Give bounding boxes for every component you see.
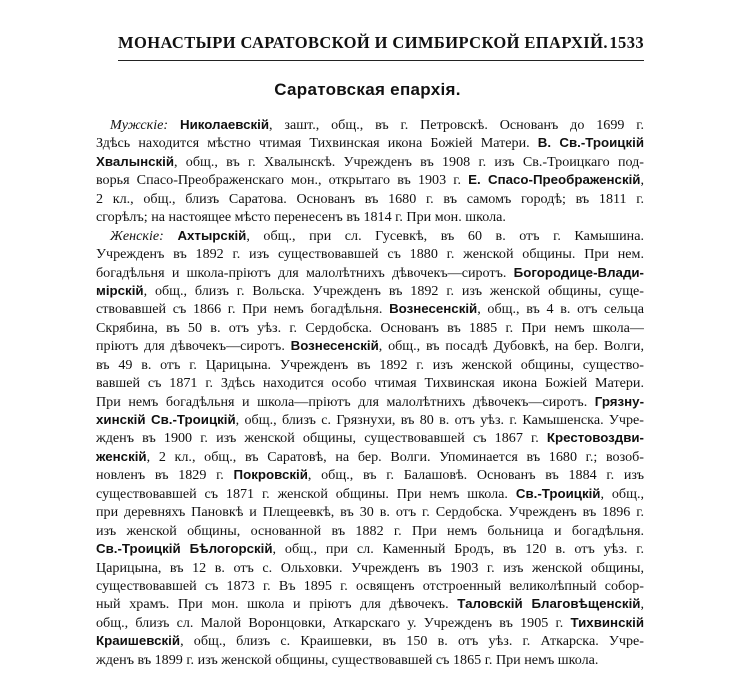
text-run: пріютъ для дѣвочекъ—сиротъ. <box>96 338 291 355</box>
text-line <box>96 614 644 632</box>
text-line <box>96 651 644 669</box>
text-line <box>96 540 644 558</box>
text-line <box>96 374 644 392</box>
monastery-name: Грязну- <box>594 393 644 409</box>
text-run: существовавшей съ 1871 г. женской общины. При немъ школа. <box>96 485 516 502</box>
text-run: Здѣсь находится мѣстно чтимая Тихвинская икона Божіей Матери. <box>96 135 538 152</box>
category-label: Мужскіе: <box>110 117 169 133</box>
monastery-name: Богородице-Влади- <box>513 264 644 280</box>
monastery-name: В. Св.-Троицкій <box>537 135 644 151</box>
text-run: , общ., въ посадѣ Дубовкѣ, на бер. Волги, <box>378 338 644 355</box>
running-head <box>118 33 644 57</box>
text-run: Скрябина, въ 50 в. отъ уѣз. г. Сердобска. Основанъ въ 1885 г. При немъ школа— <box>96 319 644 336</box>
text-run: ствовавшей съ 1866 г. При немъ богадѣльня. <box>96 301 390 318</box>
monastery-name: мірскій <box>96 282 144 298</box>
text-run: При немъ богадѣльня и школа—пріютъ для малолѣтнихъ дѣвочекъ—сиротъ. <box>96 393 595 410</box>
text-run: , общ., въ 4 в. отъ сельца <box>477 301 644 318</box>
text-line <box>96 208 644 226</box>
text-line <box>96 429 644 447</box>
text-run: въ 49 в. отъ г. Царицына. Учрежденъ въ 1892 г. изъ женской общины, существо- <box>96 356 644 373</box>
text-line <box>96 116 644 134</box>
text-run: жденъ въ 1899 г. изъ женской общины, существовавшей съ 1865 г. При немъ школа. <box>96 651 599 668</box>
text-line <box>96 485 644 503</box>
monastery-name: Крестовоздви- <box>546 430 644 446</box>
text-run: общ., близъ сл. Малой Воронцовки, Аткарскаго у. Учрежденъ въ 1905 г. <box>96 614 571 631</box>
text-run: , общ., въ г. Балашовѣ. Основанъ въ 1884 г. изъ <box>307 467 644 484</box>
text-run: , общ., близъ с. Краишевки, въ 150 в. отъ уѣз. г. Аткарска. Учре- <box>180 633 644 650</box>
monastery-name: хинскій Св.-Троицкій <box>96 412 236 427</box>
text-line <box>96 337 644 355</box>
monastery-name: Св.-Троицкій <box>515 485 601 501</box>
text-line <box>96 319 644 337</box>
text-run: , зашт., общ., въ г. Петровскѣ. Основанъ до 1699 г. <box>269 117 644 133</box>
monastery-name: Краишевскій <box>96 633 181 649</box>
text-line <box>96 171 644 189</box>
text-line <box>96 595 644 613</box>
text-run: , общ., близъ с. Грязнухи, въ 80 в. отъ уѣз. г. Камышенска. Учре- <box>235 412 644 428</box>
text-line <box>96 411 644 429</box>
text-line <box>96 264 644 282</box>
text-run: , общ., при сл. Каменный Бродъ, въ 120 в. отъ уѣз. г. <box>272 541 644 558</box>
monastery-name: женскій <box>96 448 147 464</box>
text-line <box>96 300 644 318</box>
body-text <box>96 116 644 669</box>
text-run: Царицына, въ 12 в. отъ с. Ольховки. Учрежденъ въ 1903 г. изъ женской общины, <box>96 559 644 576</box>
text-run: сгорѣлъ; на настоящее мѣсто перенесенъ въ 1814 г. При мон. школа. <box>96 209 506 226</box>
text-line <box>96 134 644 152</box>
monastery-name: Тихвинскій <box>570 614 644 630</box>
text-line <box>96 559 644 577</box>
text-run: изъ женской общины, основанной въ 1882 г. При немъ больница и богадѣльня. <box>96 522 644 539</box>
text-line <box>96 356 644 374</box>
text-run: ный храмъ. При мон. школа и пріютъ для дѣвочекъ. <box>96 596 458 613</box>
text-line <box>96 503 644 521</box>
monastery-name: Таловскій Благовѣщенскій <box>457 596 641 612</box>
text-run: богадѣльня и школа-пріютъ для малолѣтнихъ дѣвочекъ—сиротъ. <box>96 264 514 281</box>
page-number: 1533 <box>609 33 644 52</box>
text-line <box>96 577 644 595</box>
text-line <box>96 245 644 263</box>
text-run: 2 кл., общ., близъ Саратова. Основанъ въ 1680 г. въ самомъ городѣ; въ 1811 г. <box>96 190 644 207</box>
text-line <box>96 153 644 171</box>
text-run <box>164 228 178 244</box>
running-head-title: МОНАСТЫРИ САРАТОВСКОЙ И СИМБИРСКОЙ ЕПАРХІЙ. <box>118 33 608 52</box>
text-run: , общ., при сл. Гусевкѣ, въ 60 в. отъ г. Камышина. <box>246 227 644 244</box>
text-line <box>96 466 644 484</box>
text-line <box>96 190 644 208</box>
monastery-name: Ахтырскій <box>177 227 247 243</box>
text-run: жденъ въ 1900 г. изъ женской общины, существовавшей съ 1867 г. <box>96 430 547 447</box>
section-title: Саратовская епархія. <box>274 80 461 99</box>
text-line <box>96 282 644 300</box>
text-line <box>96 632 644 650</box>
text-run <box>168 117 180 133</box>
monastery-name: Николаевскій <box>180 117 270 132</box>
monastery-name: Е. Спасо-Преображенскій <box>468 172 641 188</box>
text-run: , <box>640 596 644 613</box>
monastery-name: Св.-Троицкій Бѣлогорскій <box>96 541 273 557</box>
text-run: новленъ въ 1829 г. <box>96 467 234 484</box>
text-line <box>96 227 644 245</box>
text-run: , общ., <box>600 485 644 502</box>
text-run: при деревняхъ Пановкѣ и Плещеевкѣ, въ 30 в. отъ г. Сердобска. Учрежденъ въ 1896 г. <box>96 504 644 521</box>
text-run: существовавшей съ 1873 г. Въ 1895 г. освященъ отстроенный великолѣпный собор- <box>96 577 644 594</box>
monastery-name: Вознесенскій <box>389 301 478 317</box>
text-run: вавшей съ 1871 г. Здѣсь находится особо чтимая Тихвинская икона Божіей Матери. <box>96 375 644 392</box>
monastery-name: Вознесенскій <box>290 338 379 354</box>
text-line <box>96 522 644 540</box>
text-run: , общ., близъ г. Вольска. Учрежденъ въ 1892 г. изъ женской общины, суще- <box>143 282 644 299</box>
text-run: , 2 кл., общ., въ Саратовѣ, на бер. Волги. Упоминается въ 1680 г.; возоб- <box>146 448 644 465</box>
monastery-name: Покровскій <box>233 467 308 483</box>
text-run: Учрежденъ въ 1892 г. изъ существовавшей съ 1880 г. женской общины. При нем. <box>96 246 644 263</box>
text-run: , <box>640 172 644 189</box>
text-run: , общ., въ г. Хвалынскѣ. Учрежденъ въ 1908 г. изъ Св.-Троицкаго под- <box>174 153 644 170</box>
category-label: Женскіе: <box>110 227 164 244</box>
text-run: ворья Спасо-Преображенскаго мон., открытаго въ 1903 г. <box>96 172 469 189</box>
monastery-name: Хвалынскій <box>96 153 175 169</box>
header-rule <box>118 60 644 61</box>
text-line <box>96 448 644 466</box>
text-line <box>96 393 644 411</box>
